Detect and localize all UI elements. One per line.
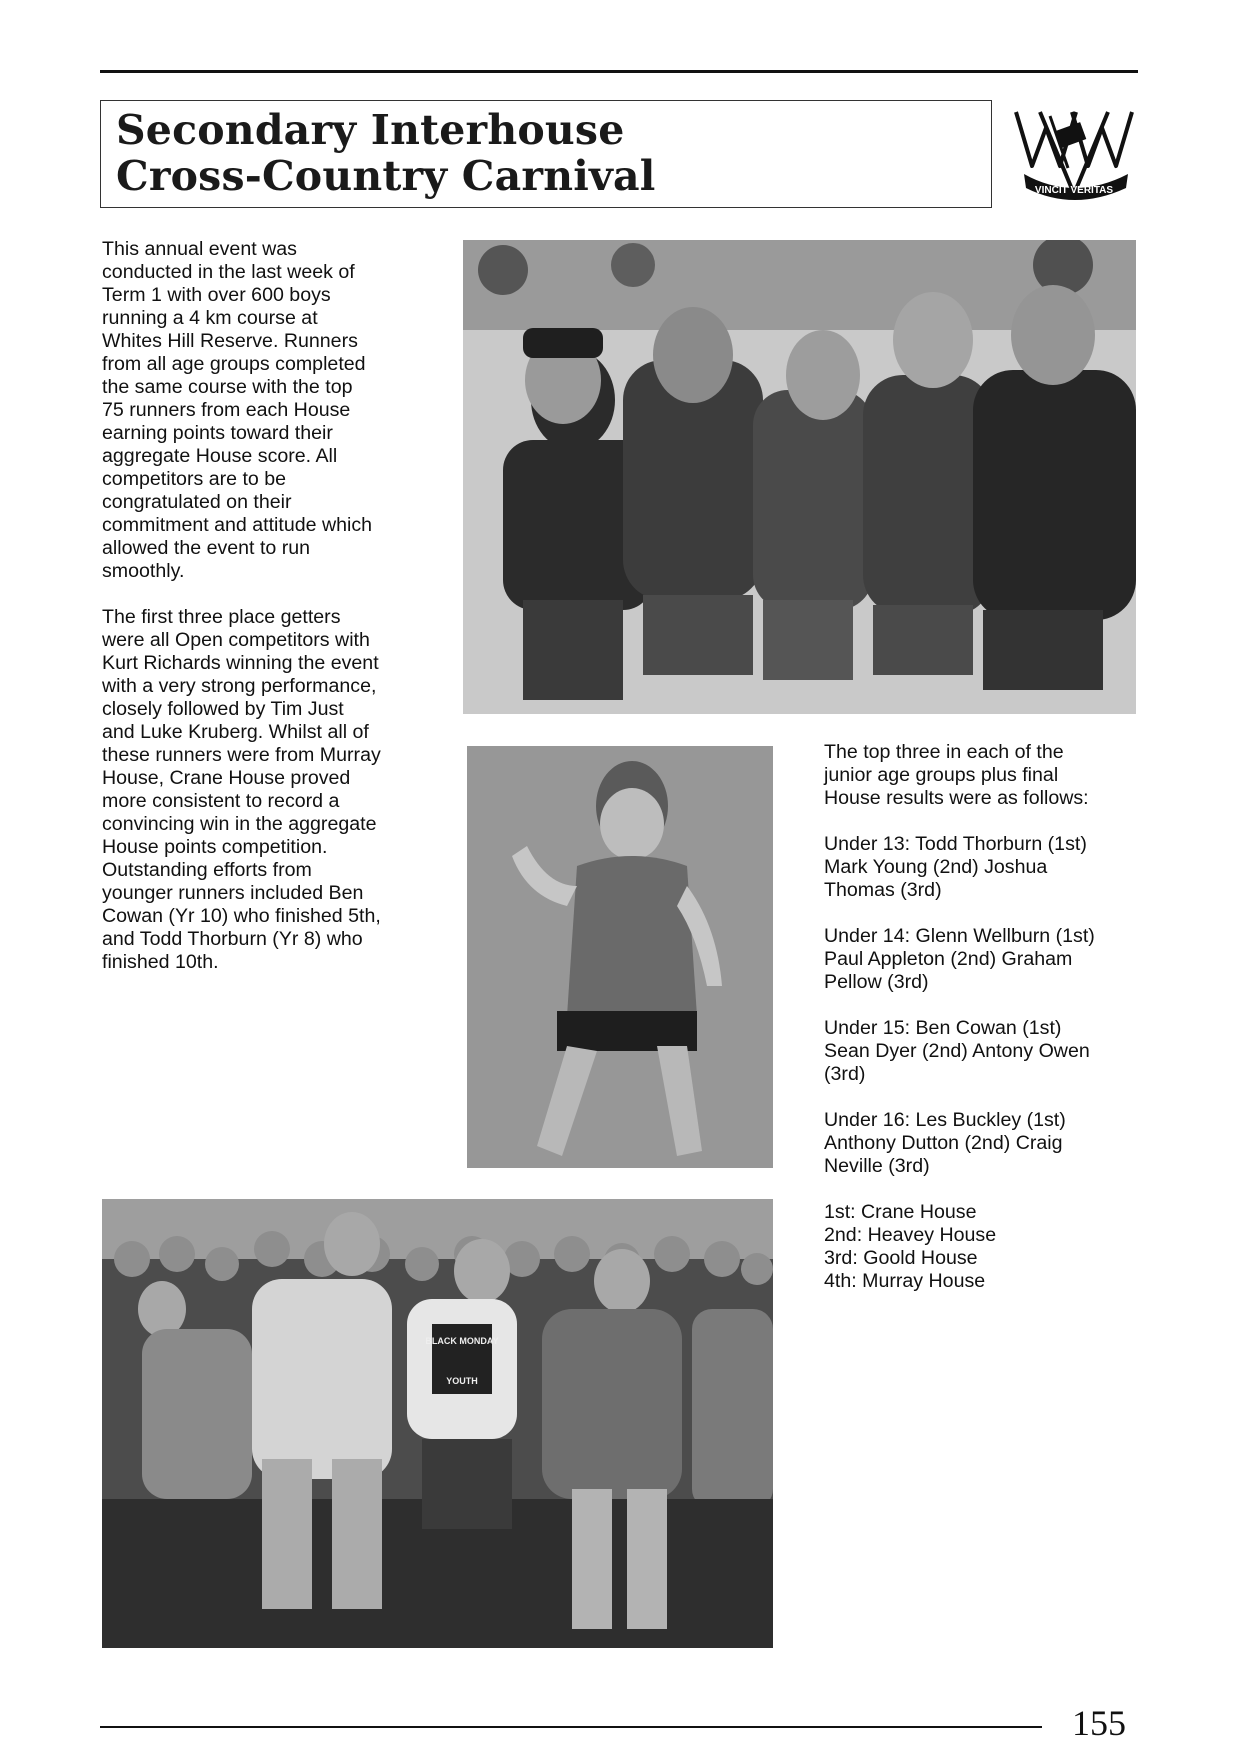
photo-five-runners: [463, 240, 1136, 714]
results-under-14: Under 14: Glenn Wellburn (1st) Paul Appleton (2nd) Graham Pellow (3rd): [824, 925, 1095, 993]
school-crest-logo: [1010, 104, 1140, 208]
results-under-15: Under 15: Ben Cowan (1st) Sean Dyer (2nd) Antony Owen (3rd): [824, 1017, 1090, 1085]
results-under-13: Under 13: Todd Thorburn (1st) Mark Young (2nd) Joshua Thomas (3rd): [824, 833, 1087, 901]
results-houses: 1st: Crane House 2nd: Heavey House 3rd: Goold House 4th: Murray House: [824, 1201, 997, 1292]
shirt-text-youth: YOUTH: [446, 1376, 478, 1386]
crest-motto: VINCIT VERITAS: [1034, 185, 1114, 196]
photo-runner: [467, 746, 773, 1168]
shirt-text-black-monday: BLACK MONDAY: [425, 1336, 499, 1346]
results-list: [824, 741, 1144, 1293]
page-title-line2: Cross-Country Carnival: [116, 152, 656, 200]
article-body: [102, 238, 422, 974]
results-intro: The top three in each of the junior age groups plus final House results were as follows:: [824, 741, 1089, 809]
article-paragraph-1: This annual event was conducted in the last week of Term 1 with over 600 boys running a 4 km course at Whites Hill Reserve. Runners from all age groups completed the same course with the top 75 runners from each House earning points toward their aggregate House score. All competitors are to be congratulated on their commitment and attitude which allowed the event to run smoothly.: [102, 238, 373, 582]
results-under-16: Under 16: Les Buckley (1st) Anthony Dutton (2nd) Craig Neville (3rd): [824, 1109, 1066, 1177]
title-box: [100, 100, 992, 208]
top-rule: [100, 70, 1138, 73]
photo-crowd: [102, 1199, 773, 1648]
bottom-rule: [100, 1726, 1042, 1728]
page-title-line1: Secondary Interhouse: [116, 106, 625, 154]
page-number: 155: [1072, 1703, 1126, 1743]
article-paragraph-2: The first three place getters were all Open competitors with Kurt Richards winning the event with a very strong performance, closely followed by Tim Just and Luke Kruberg. Whilst all of these runners were from Murray House, Crane House proved more consistent to record a convincing win in the aggregate House points competition. Outstanding efforts from younger runners included Ben Cowan (Yr 10) who finished 5th, and Todd Thorburn (Yr 8) who finished 10th.: [102, 606, 381, 973]
